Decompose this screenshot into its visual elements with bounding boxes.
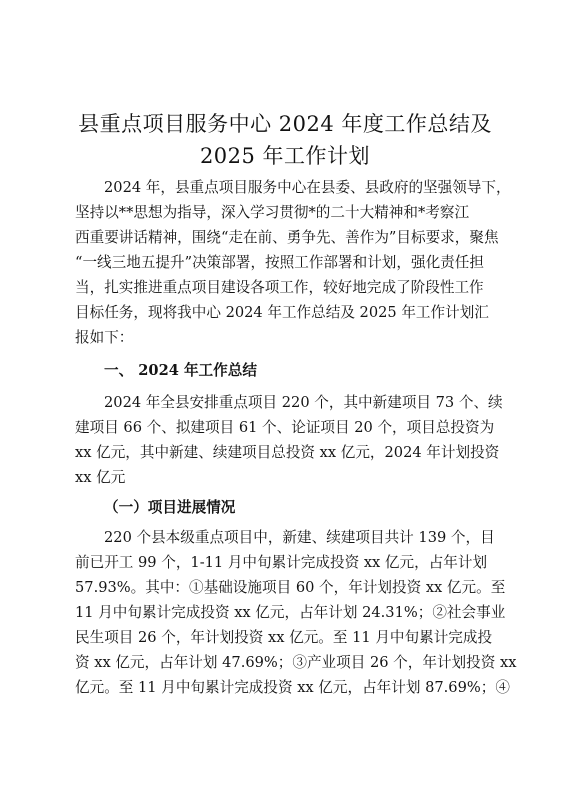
paragraph-line: 资 xx 亿元，占年计划 47.69%；③产业项目 26 个，年计划投资 xx (75, 654, 517, 671)
paragraph-line: 前已开工 99 个，1-11 月中旬累计完成投资 xx 亿元，占年计划 (75, 554, 488, 571)
paragraph-line: “一线三地五提升”决策部署，按照工作部署和计划，强化责任担 (75, 254, 484, 271)
paragraph-line: 西重要讲话精神，围绕“走在前、勇争先、善作为”目标要求，聚焦 (75, 229, 499, 246)
paragraph-line: 目标任务，现将我中心 2024 年工作总结及 2025 年工作计划汇 (75, 304, 489, 321)
section-heading: 一、 2024 年工作总结 (104, 362, 257, 379)
document-title-line-1: 县重点项目服务中心 2024 年度工作总结及 (78, 112, 492, 136)
paragraph-line: 当，扎实推进重点项目建设各项工作，较好地完成了阶段性工作 (75, 279, 484, 296)
paragraph-line: 2024 年，县重点项目服务中心在县委、县政府的坚强领导下， (104, 179, 511, 196)
paragraph-line: 民生项目 26 个，年计划投资 xx 亿元。至 11 月中旬累计完成投 (75, 629, 493, 646)
paragraph-line: 建项目 66 个、拟建项目 61 个、论证项目 20 个，项目总投资为 (75, 419, 495, 436)
document-title-line-2: 2025 年工作计划 (199, 144, 371, 168)
paragraph-line: 11 月中旬累计完成投资 xx 亿元，占年计划 24.31%；②社会事业 (75, 604, 506, 621)
paragraph-line: xx 亿元，其中新建、续建项目总投资 xx 亿元，2024 年计划投资 (75, 444, 500, 461)
paragraph-line: xx 亿元 (75, 469, 126, 486)
paragraph-line: 57.93%。其中：①基础设施项目 60 个，年计划投资 xx 亿元。至 (75, 579, 506, 596)
paragraph-line: 坚持以**思想为指导，深入学习贯彻*的二十大精神和*考察江 (75, 204, 470, 221)
subsection-heading: （一）项目进展情况 (104, 499, 236, 516)
paragraph-line: 2024 年全县安排重点项目 220 个，其中新建项目 73 个、续 (104, 394, 503, 411)
paragraph-line: 报如下： (75, 329, 134, 346)
paragraph-line: 亿元。至 11 月中旬累计完成投资 xx 亿元，占年计划 87.69%；④ (75, 679, 510, 696)
paragraph-line: 220 个县本级重点项目中，新建、续建项目共计 139 个，目 (104, 529, 495, 546)
